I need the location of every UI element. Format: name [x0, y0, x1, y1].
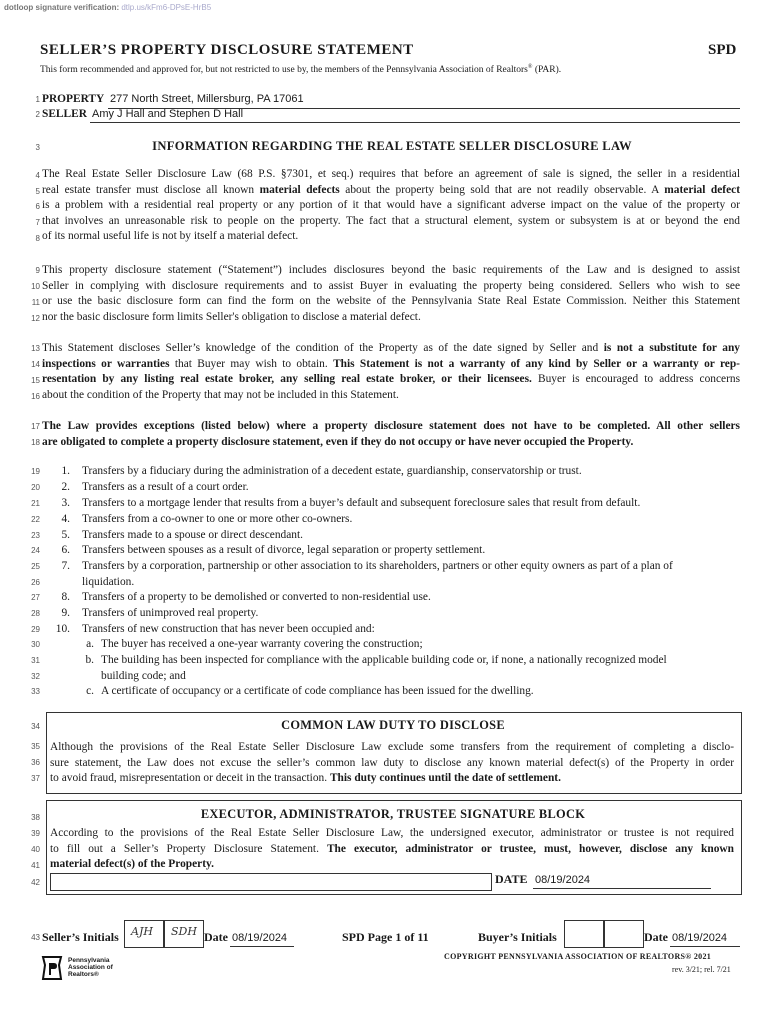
- buyer-date-value[interactable]: 08/19/2024: [672, 932, 728, 944]
- exception-item: Transfers to a mortgage lender that results from a buyer’s default and subsequent foreclosure sales that result from default.: [82, 497, 641, 509]
- exception-item: Transfers by a corporation, partnership or other association to its shareholders, partners or other equity owners as part of a plan of: [82, 560, 673, 572]
- line-number: 24: [31, 546, 40, 555]
- exception-item: Transfers by a fiduciary during the administration of a decedent estate, guardianship, conservatorship or trust.: [82, 465, 582, 477]
- line-number: 20: [31, 483, 40, 492]
- page-indicator: SPD Page 1 of 11: [342, 930, 429, 944]
- exception-item: Transfers from a co-owner to one or more other co-owners.: [82, 513, 353, 525]
- exception-number: 10.: [55, 623, 70, 635]
- paragraph-line: The Law provides exceptions (listed below) where a property disclosure statement does not have to be completed. All other sellers: [42, 420, 740, 432]
- sub-exception-item: The building has been inspected for compliance with the applicable building code or, if none, a nationally recognized model: [101, 654, 667, 666]
- line-number: 22: [31, 515, 40, 524]
- paragraph-statement-scope: [42, 263, 740, 325]
- section-heading-disclosure-law: INFORMATION REGARDING THE REAL ESTATE SELLER DISCLOSURE LAW: [152, 139, 632, 153]
- line-number: 23: [31, 531, 40, 540]
- line-number: 19: [31, 467, 40, 476]
- line-number: 41: [31, 861, 40, 870]
- exception-item: Transfers between spouses as a result of divorce, legal separation or property settlement.: [82, 544, 486, 556]
- line-number: 8: [35, 234, 40, 243]
- exception-item: Transfers made to a spouse or direct descendant.: [82, 529, 303, 541]
- verification-label: dotloop signature verification:: [4, 3, 120, 12]
- paragraph-line: is a problem with a residential real property or any portion of it that would have a significant adverse impact on the value of the property or: [42, 199, 740, 212]
- seller-initial-box-2[interactable]: [164, 920, 204, 948]
- line-number: 35: [31, 742, 40, 751]
- property-value[interactable]: 277 North Street, Millersburg, PA 17061: [110, 93, 304, 105]
- seller-date-label: Date: [204, 930, 228, 944]
- exception-number: 7.: [61, 560, 70, 572]
- paragraph-line: real estate transfer must disclose all known material defects about the property being sold that are not readily observable. A material defect: [42, 183, 740, 196]
- property-field: PROPERTY: [42, 93, 105, 105]
- seller-initial-1: AJH: [131, 925, 153, 938]
- line-number: 4: [35, 171, 40, 180]
- line-number: 11: [31, 298, 40, 307]
- line-number: 29: [31, 625, 40, 634]
- line-number: 27: [31, 593, 40, 602]
- sub-exception-letter: a.: [86, 638, 94, 650]
- paragraph-line: or use the basic disclosure form can find the form on the website of the Pennsylvania State Real Estate Commission. Neither this Statement: [42, 295, 740, 308]
- verification-link[interactable]: dtlp.us/kFm6-DPsE-HrB5: [121, 3, 212, 12]
- line-number: 16: [31, 392, 40, 401]
- line-number: 31: [31, 656, 40, 665]
- signature-verification: [4, 3, 211, 12]
- paragraph-law-summary: [42, 167, 740, 245]
- exception-number: 8.: [61, 591, 70, 603]
- paragraph-line: resentation by any listing real estate broker, any selling real estate broker, or their licensees. Buyer is encouraged to address concerns: [42, 373, 741, 386]
- line-number: 7: [35, 218, 40, 227]
- paragraph-not-warranty: [42, 341, 740, 403]
- line-number: 26: [31, 578, 40, 587]
- exception-number: 9.: [61, 607, 70, 619]
- paragraph-line: This Statement discloses Seller’s knowledge of the condition of the Property as of the date signed by Seller and is not a substitute for any: [42, 342, 740, 354]
- line-number: 5: [35, 187, 40, 196]
- paragraph-line: to avoid fraud, misrepresentation or deceit in the transaction. This duty continues until the date of settlement.: [50, 772, 561, 785]
- exception-item: Transfers of new construction that has never been occupied and:: [82, 623, 375, 635]
- seller-value[interactable]: Amy J Hall and Stephen D Hall: [92, 108, 244, 120]
- sub-exception-continuation: building code; and: [101, 670, 186, 682]
- paragraph-line: are obligated to complete a property disclosure statement, even if they do not occupy or have never occupied the Property.: [42, 435, 634, 448]
- line-number: 34: [31, 722, 40, 731]
- line-number: 1: [35, 95, 40, 104]
- executor-text: According to the provisions of the Real Estate Seller Disclosure Law, the undersigned executor, administrator or trustee is not required to fill out a Seller’s Property Disclosure Statement. The executor, administrator or trustee, must, however, disclose any known material defect(s) of the Property.: [50, 827, 734, 871]
- buyer-date-label: Date: [644, 930, 668, 944]
- exception-number: 5.: [61, 529, 70, 541]
- sub-exception-letter: c.: [86, 685, 94, 697]
- seller-date-underline: [230, 946, 294, 947]
- exception-item: Transfers as a result of a court order.: [82, 481, 249, 493]
- common-law-text: [50, 740, 734, 787]
- paragraph-line: This property disclosure statement (“Statement”) includes disclosures beyond the basic requirements of the Law and is designed to assist: [42, 264, 740, 276]
- line-number: 43: [31, 933, 40, 942]
- line-number: 17: [31, 422, 40, 431]
- sub-exception-item: The buyer has received a one-year warranty covering the construction;: [101, 638, 423, 650]
- seller-initial-2: SDH: [171, 925, 197, 938]
- buyer-initial-box-2[interactable]: [604, 920, 644, 948]
- paragraph-line: that involves an unreasonable risk to people on the property. The fact that a structural element, system or subsystem is at or beyond the end: [42, 214, 740, 227]
- exception-number: 1.: [61, 465, 70, 477]
- line-number: 6: [35, 202, 40, 211]
- paragraph-line: sure statement, the Law does not excuse the seller’s common law duty to disclose any known material defect(s) of the Property in order: [50, 756, 734, 769]
- line-number: 2: [35, 110, 40, 119]
- line-number: 40: [31, 845, 40, 854]
- line-number: 18: [31, 438, 40, 447]
- exception-item: Transfers of a property to be demolished or converted to non-residential use.: [82, 591, 431, 603]
- line-number: 21: [31, 499, 40, 508]
- form-title: SELLER’S PROPERTY DISCLOSURE STATEMENT: [40, 42, 414, 58]
- seller-date-value[interactable]: 08/19/2024: [232, 932, 288, 944]
- line-number: 25: [31, 562, 40, 571]
- line-number: 30: [31, 640, 40, 649]
- revision-info: rev. 3/21; rel. 7/21: [672, 965, 731, 974]
- line-number: 3: [35, 143, 40, 152]
- executor-heading: EXECUTOR, ADMINISTRATOR, TRUSTEE SIGNATURE BLOCK: [200, 807, 586, 821]
- line-number: 14: [31, 360, 40, 369]
- line-number: 9: [35, 266, 40, 275]
- common-law-heading: COMMON LAW DUTY TO DISCLOSE: [281, 718, 505, 732]
- par-logo-text: Pennsylvania Association of Realtors®: [68, 957, 113, 978]
- line-number: 13: [31, 344, 40, 353]
- exception-number: 6.: [61, 544, 70, 556]
- buyer-initials-label: Buyer’s Initials: [478, 930, 557, 944]
- paragraph-line: of its normal useful life is not by itself a material defect.: [42, 230, 299, 243]
- seller-field: SELLER: [42, 108, 87, 120]
- seller-underline: [90, 122, 740, 123]
- executor-date-underline: [533, 888, 711, 889]
- exception-number: 2.: [61, 481, 70, 493]
- exception-item-continuation: liquidation.: [82, 576, 135, 588]
- line-number: 15: [31, 376, 40, 385]
- line-number: 39: [31, 829, 40, 838]
- exception-item: Transfers of unimproved real property.: [82, 607, 259, 619]
- executor-signature-box[interactable]: [50, 873, 492, 891]
- form-subtitle: This form recommended and approved for, but not restricted to use by, the members of the Pennsylvania Association of Realtors® (PAR).: [40, 64, 562, 76]
- form-code: SPD: [708, 42, 737, 58]
- line-number: 33: [31, 687, 40, 696]
- paragraph-line: The Real Estate Seller Disclosure Law (68 P.S. §7301, et seq.) requires that before an agreement of sale is signed, the seller in a residential: [42, 168, 740, 180]
- paragraph-exceptions-intro: [42, 419, 740, 450]
- paragraph-line: about the condition of the Property that may not be included in this Statement.: [42, 388, 399, 401]
- line-number: 32: [31, 672, 40, 681]
- sub-exception-item: A certificate of occupancy or a certificate of code compliance has been issued for the dwelling.: [101, 685, 534, 697]
- line-number: 42: [31, 878, 40, 887]
- line-number: 12: [31, 314, 40, 323]
- par-keystone-logo-icon: [40, 955, 64, 981]
- sub-exception-letter: b.: [85, 654, 94, 666]
- line-number: 37: [31, 774, 40, 783]
- paragraph-line: Although the provisions of the Real Estate Seller Disclosure Law exclude some transfers from the requirement of completing a disclo-: [50, 741, 734, 753]
- paragraph-line: Seller in complying with disclosure requirements and to assist Buyer in evaluating the property being considered. Sellers who wish to see: [42, 279, 740, 292]
- line-number: 36: [31, 758, 40, 767]
- buyer-date-underline: [670, 946, 740, 947]
- line-number: 10: [31, 282, 40, 291]
- copyright-notice: COPYRIGHT PENNSYLVANIA ASSOCIATION OF REALTORS® 2021: [444, 952, 712, 961]
- executor-date-value[interactable]: 08/19/2024: [535, 874, 591, 886]
- exception-number: 3.: [61, 497, 70, 509]
- line-number: 28: [31, 609, 40, 618]
- paragraph-line: inspections or warranties that Buyer may wish to obtain. This Statement is not a warranty of any kind by Seller or a warranty or rep-: [42, 357, 740, 370]
- seller-initials-label: Seller’s Initials: [42, 930, 119, 944]
- exception-number: 4.: [61, 513, 70, 525]
- buyer-initial-box-1[interactable]: [564, 920, 604, 948]
- executor-date-label: DATE: [495, 872, 528, 886]
- line-number: 38: [31, 813, 40, 822]
- paragraph-line: nor the basic disclosure form limits Seller's obligation to disclose a material defect.: [42, 310, 421, 323]
- seller-initial-box-1[interactable]: [124, 920, 164, 948]
